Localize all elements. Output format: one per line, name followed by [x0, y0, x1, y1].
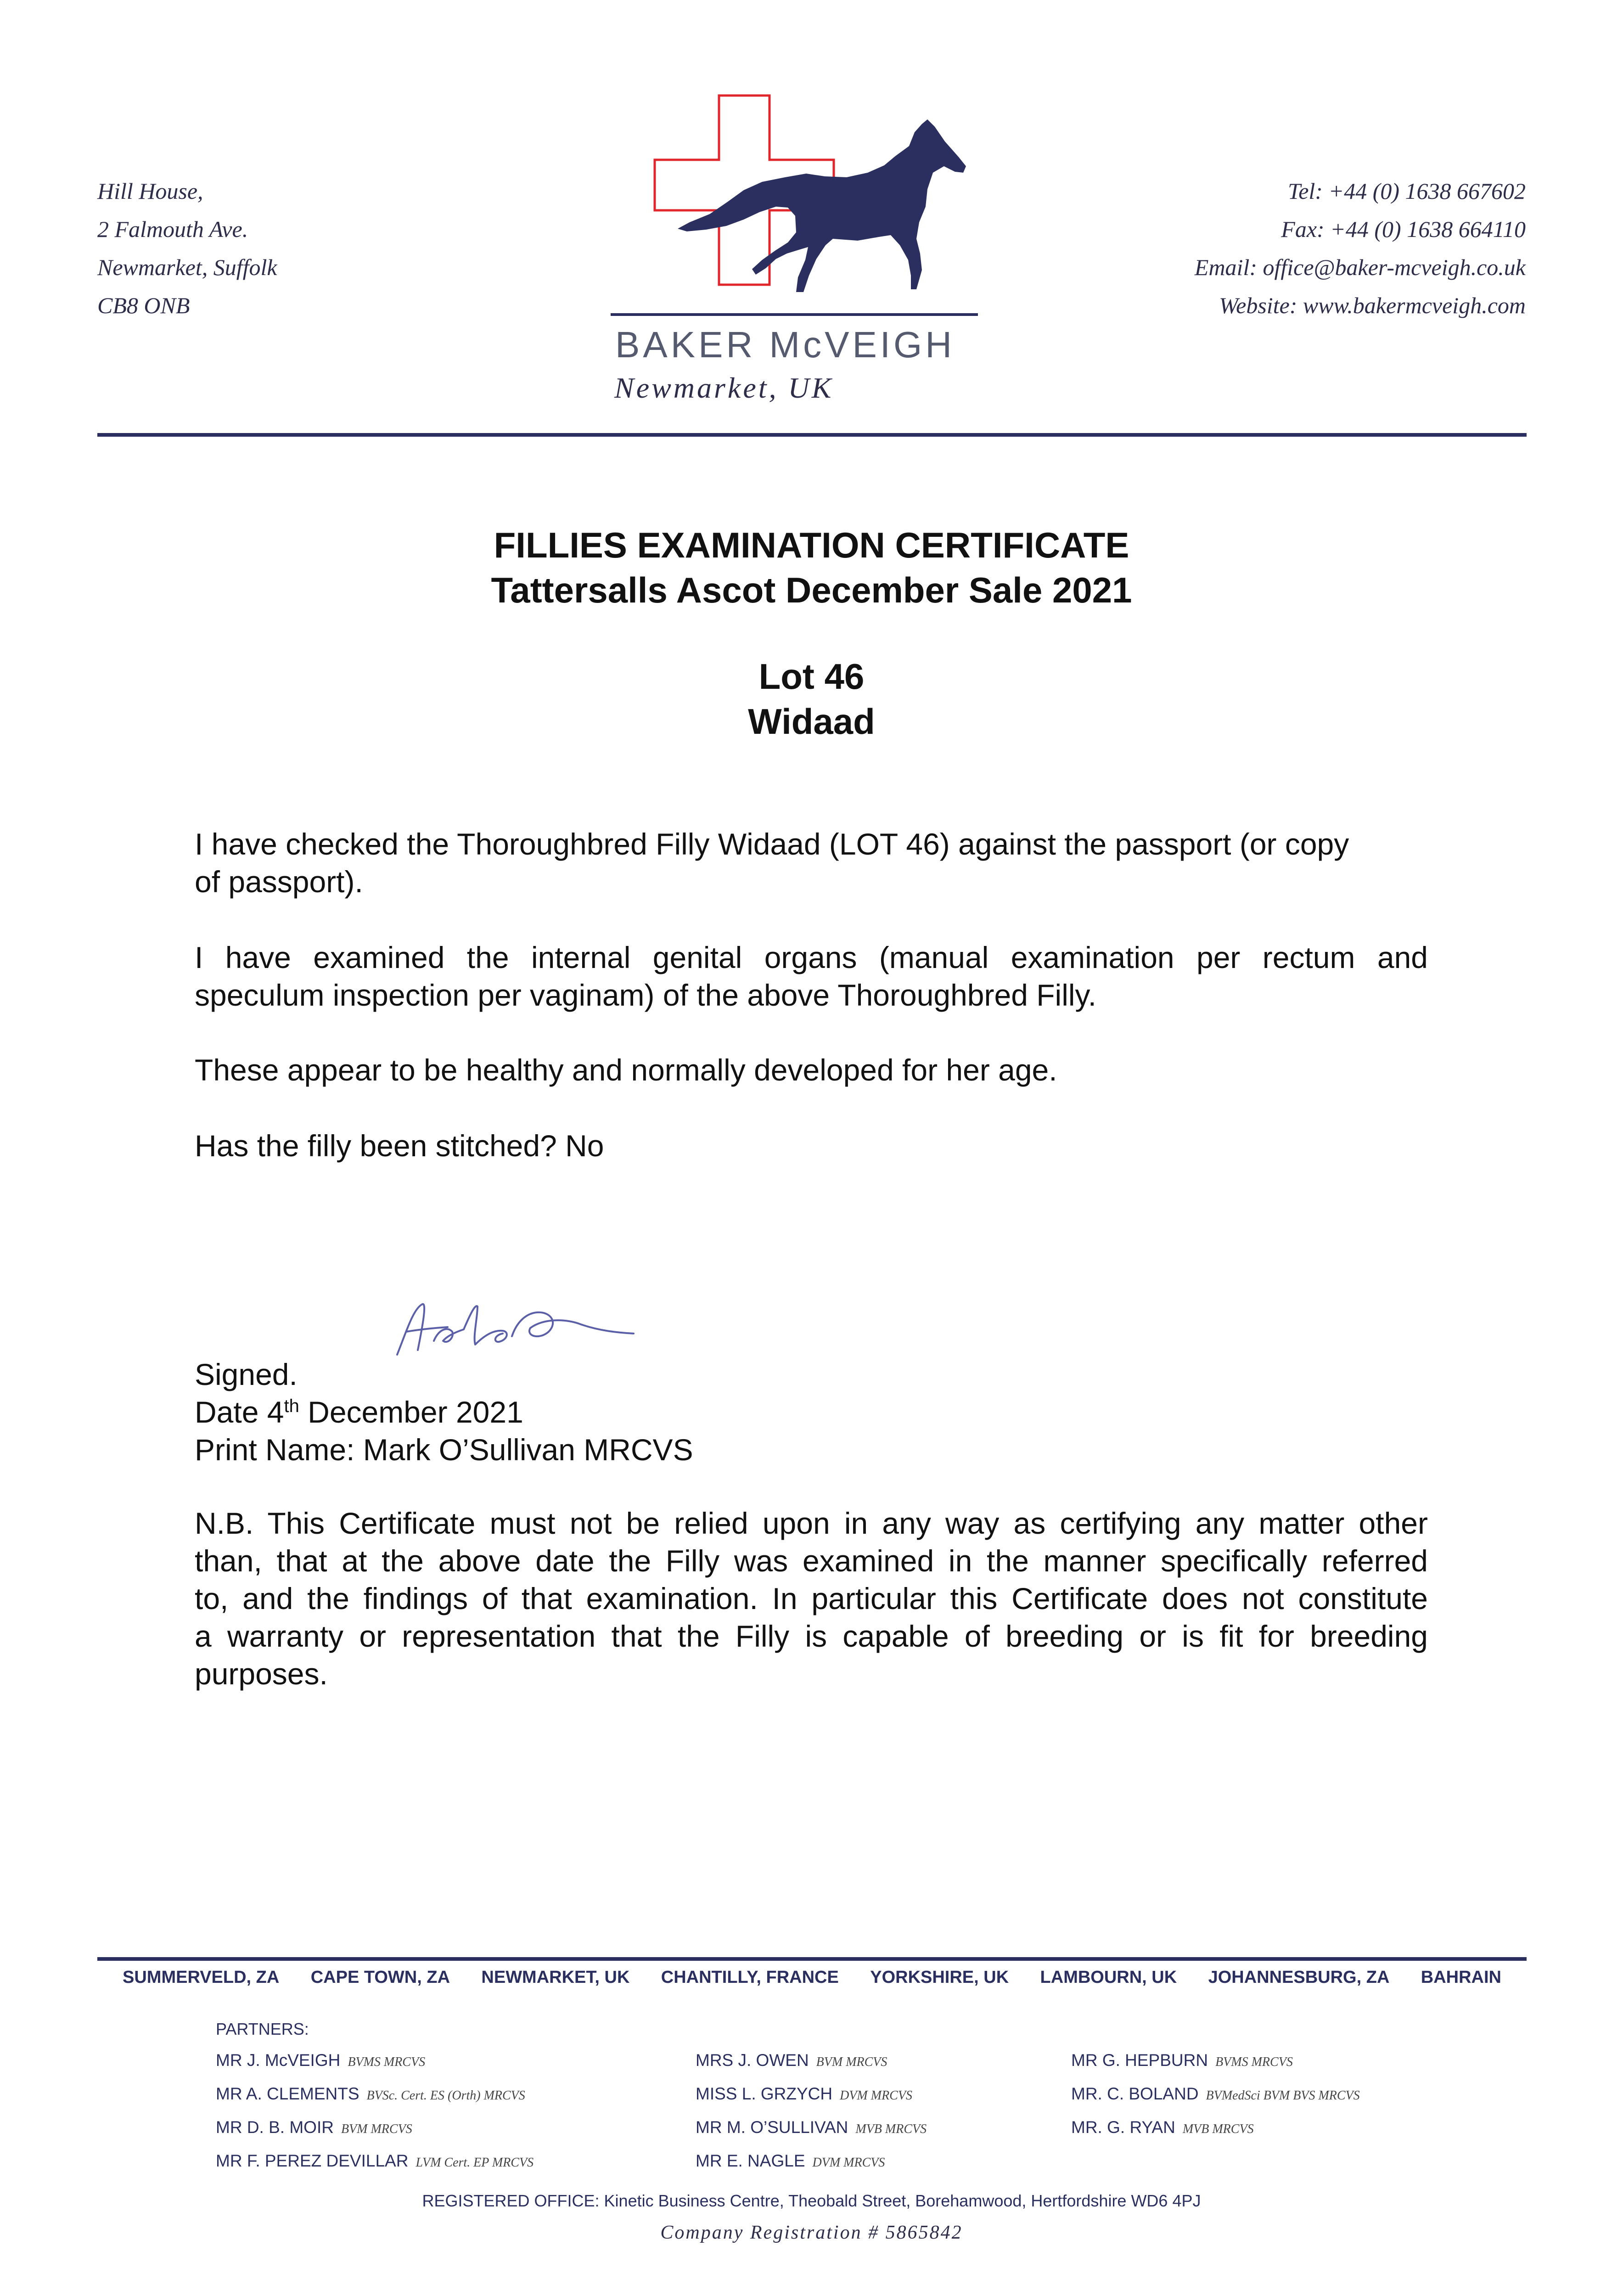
partner-name: MR. G. RYAN	[1071, 2118, 1175, 2137]
horse-icon	[678, 119, 966, 292]
paragraph-line: of passport).	[195, 865, 363, 899]
partner-name: MR E. NAGLE	[696, 2151, 805, 2170]
partner-entry	[1071, 2078, 1360, 2111]
paragraph-line: I have examined the internal genital organs (manual examination per rectum and	[195, 940, 1428, 974]
fax: Fax: +44 (0) 1638 664110	[1281, 216, 1526, 242]
branch-location: NEWMARKET, UK	[481, 1968, 630, 1987]
branch-location: BAHRAIN	[1421, 1968, 1501, 1987]
partners-label: PARTNERS:	[216, 2020, 309, 2038]
disclaimer-line: purposes.	[195, 1657, 328, 1691]
signoff-block	[195, 1356, 1428, 1469]
date-suffix: December 2021	[299, 1395, 523, 1429]
partner-entry	[696, 2044, 927, 2078]
company-contact	[1195, 172, 1526, 325]
disclaimer-paragraph	[195, 1504, 1428, 1693]
disclaimer-line: N.B. This Certificate must not be relied upon in any way as certifying any matter other	[195, 1506, 1428, 1540]
partner-qualifications: LVM Cert. EP MRCVS	[416, 2155, 534, 2170]
partner-entry	[696, 2145, 927, 2178]
email: Email: office@baker-mcveigh.co.uk	[1194, 254, 1526, 280]
partners-column-1	[216, 2044, 534, 2178]
disclaimer-line: a warranty or representation that the Filly is capable of breeding or is fit for breeding	[195, 1619, 1428, 1653]
examination-paragraph	[195, 939, 1428, 1014]
partner-name: MR A. CLEMENTS	[216, 2084, 359, 2103]
disclaimer-line: than, that at the above date the Filly was examined in the manner specifically referred	[195, 1544, 1428, 1578]
horse-name: Widaad	[748, 701, 875, 742]
address-line: Newmarket, Suffolk	[97, 254, 277, 280]
stitched-question: Has the filly been stitched? No	[195, 1129, 604, 1163]
partner-name: MR F. PEREZ DEVILLAR	[216, 2151, 409, 2170]
website: Website: www.bakermcveigh.com	[1219, 293, 1526, 318]
branch-location: SUMMERVELD, ZA	[123, 1968, 280, 1987]
branch-location: CAPE TOWN, ZA	[310, 1968, 450, 1987]
partner-qualifications: BVMedSci BVM BVS MRCVS	[1206, 2088, 1360, 2103]
partners-column-3	[1071, 2044, 1360, 2145]
partner-entry	[216, 2044, 534, 2078]
company-registration: Company Registration # 5865842	[660, 2222, 963, 2243]
partner-name: MR J. McVEIGH	[216, 2051, 341, 2070]
partner-name: MRS J. OWEN	[696, 2051, 809, 2070]
print-name: Print Name: Mark O’Sullivan MRCVS	[195, 1433, 693, 1467]
partner-qualifications: MVB MRCVS	[855, 2122, 927, 2136]
partner-qualifications: BVM MRCVS	[341, 2122, 412, 2136]
telephone: Tel: +44 (0) 1638 667602	[1288, 178, 1526, 204]
footer-divider	[97, 1957, 1527, 1961]
partner-name: MR G. HEPBURN	[1071, 2051, 1208, 2070]
partner-name: MR M. O’SULLIVAN	[696, 2118, 848, 2137]
address-line: CB8 ONB	[97, 293, 190, 318]
company-address	[97, 172, 277, 325]
partner-entry	[1071, 2111, 1360, 2145]
partner-entry	[1071, 2044, 1360, 2078]
branch-location: YORKSHIRE, UK	[870, 1968, 1009, 1987]
partner-entry	[696, 2078, 927, 2111]
paragraph-line: I have checked the Thoroughbred Filly Widaad (LOT 46) against the passport (or copy	[195, 827, 1349, 861]
partner-entry	[216, 2145, 534, 2178]
paragraph-line: speculum inspection per vaginam) of the above Thoroughbred Filly.	[195, 978, 1096, 1012]
brand-name: BAKER McVEIGH	[615, 324, 955, 365]
header-divider	[97, 433, 1527, 437]
logo-underline	[611, 313, 978, 316]
partner-qualifications: BVM MRCVS	[816, 2055, 887, 2069]
certificate-title: FILLIES EXAMINATION CERTIFICATE	[494, 525, 1129, 565]
passport-check-paragraph	[195, 825, 1428, 900]
exam-date	[195, 1393, 1428, 1431]
partner-name: MR. C. BOLAND	[1071, 2084, 1199, 2103]
disclaimer-line: to, and the findings of that examination. In particular this Certificate does not constitute	[195, 1581, 1428, 1615]
brand-location: Newmarket, UK	[614, 371, 834, 404]
partner-entry	[696, 2111, 927, 2145]
partner-entry	[216, 2111, 534, 2145]
partners-column-2	[696, 2044, 927, 2178]
partner-qualifications: DVM MRCVS	[812, 2155, 885, 2170]
partner-qualifications: DVM MRCVS	[840, 2088, 912, 2103]
address-line: Hill House,	[97, 178, 203, 204]
lot-number: Lot 46	[758, 656, 865, 697]
branch-locations	[97, 1968, 1527, 1987]
partner-entry	[216, 2078, 534, 2111]
address-line: 2 Falmouth Ave.	[97, 216, 248, 242]
partner-qualifications: MVB MRCVS	[1182, 2122, 1254, 2136]
branch-location: LAMBOURN, UK	[1040, 1968, 1177, 1987]
date-prefix: Date 4	[195, 1395, 284, 1429]
certificate-subtitle: Tattersalls Ascot December Sale 2021	[491, 570, 1132, 610]
partner-qualifications: BVMS MRCVS	[348, 2055, 426, 2069]
partner-name: MR D. B. MOIR	[216, 2118, 334, 2137]
partner-qualifications: BVSc. Cert. ES (Orth) MRCVS	[366, 2088, 525, 2103]
partner-qualifications: BVMS MRCVS	[1215, 2055, 1293, 2069]
date-ordinal: th	[284, 1396, 299, 1416]
signed-label: Signed.	[195, 1357, 298, 1391]
health-statement: These appear to be healthy and normally developed for her age.	[195, 1053, 1057, 1087]
registered-office: REGISTERED OFFICE: Kinetic Business Centre, Theobald Street, Borehamwood, Hertfordshire WD6 4PJ	[422, 2191, 1201, 2210]
branch-location: JOHANNESBURG, ZA	[1208, 1968, 1390, 1987]
branch-location: CHANTILLY, FRANCE	[661, 1968, 839, 1987]
partner-name: MISS L. GRZYCH	[696, 2084, 833, 2103]
